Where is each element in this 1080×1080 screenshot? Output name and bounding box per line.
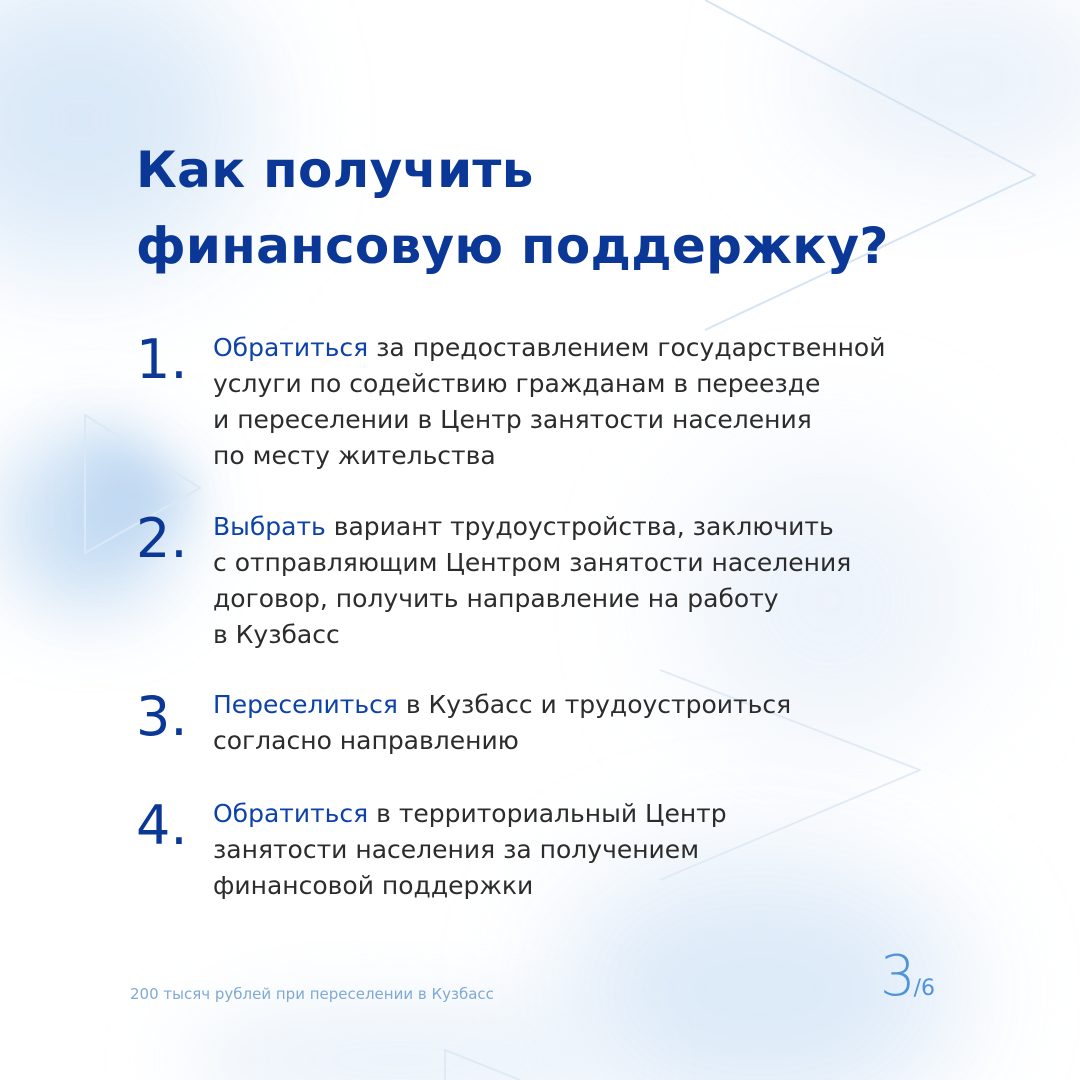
step-text xyxy=(213,509,1013,653)
page-title xyxy=(136,132,889,284)
step-line: в Кузбасс xyxy=(213,620,340,649)
step-line: и переселении в Центр занятости населения xyxy=(213,405,812,434)
step-line-rest: в территориальный Центр xyxy=(368,799,727,828)
step-number: 1. xyxy=(136,328,188,391)
footer-caption: 200 тысяч рублей при переселении в Кузбасс xyxy=(130,985,494,1003)
step-number: 2. xyxy=(136,507,188,570)
step-highlight: Обратиться xyxy=(213,799,369,828)
step-number: 3. xyxy=(136,685,188,748)
step-line-rest: в Кузбасс и трудоустроиться xyxy=(397,690,792,719)
page-total: /6 xyxy=(913,976,936,1001)
title-line-2: финансовую поддержку? xyxy=(136,217,889,275)
step-line xyxy=(213,687,1013,723)
step-highlight: Обратиться xyxy=(213,333,369,362)
step-highlight: Выбрать xyxy=(213,512,326,541)
step-number: 4. xyxy=(136,794,188,857)
step-line xyxy=(213,509,1013,545)
step-line: согласно направлению xyxy=(213,726,519,755)
step-line: договор, получить направление на работу xyxy=(213,584,779,613)
step-line: занятости населения за получением xyxy=(213,835,700,864)
step-line-rest: вариант трудоустройства, заключить xyxy=(325,512,834,541)
step-line-rest: за предоставлением государственной xyxy=(368,333,886,362)
step-text xyxy=(213,796,1013,904)
step-line: финансовой поддержки xyxy=(213,871,534,900)
step-text xyxy=(213,687,1013,759)
step-text xyxy=(213,330,1013,474)
title-line-1: Как получить xyxy=(136,141,534,199)
step-line xyxy=(213,330,1013,366)
step-line: по месту жительства xyxy=(213,441,496,470)
page-current: 3 xyxy=(880,944,916,1009)
step-line: услуги по содействию гражданам в переезде xyxy=(213,369,821,398)
step-line: с отправляющим Центром занятости населения xyxy=(213,548,852,577)
step-highlight: Переселиться xyxy=(213,690,398,719)
step-line xyxy=(213,796,1013,832)
page-indicator xyxy=(880,946,935,1008)
